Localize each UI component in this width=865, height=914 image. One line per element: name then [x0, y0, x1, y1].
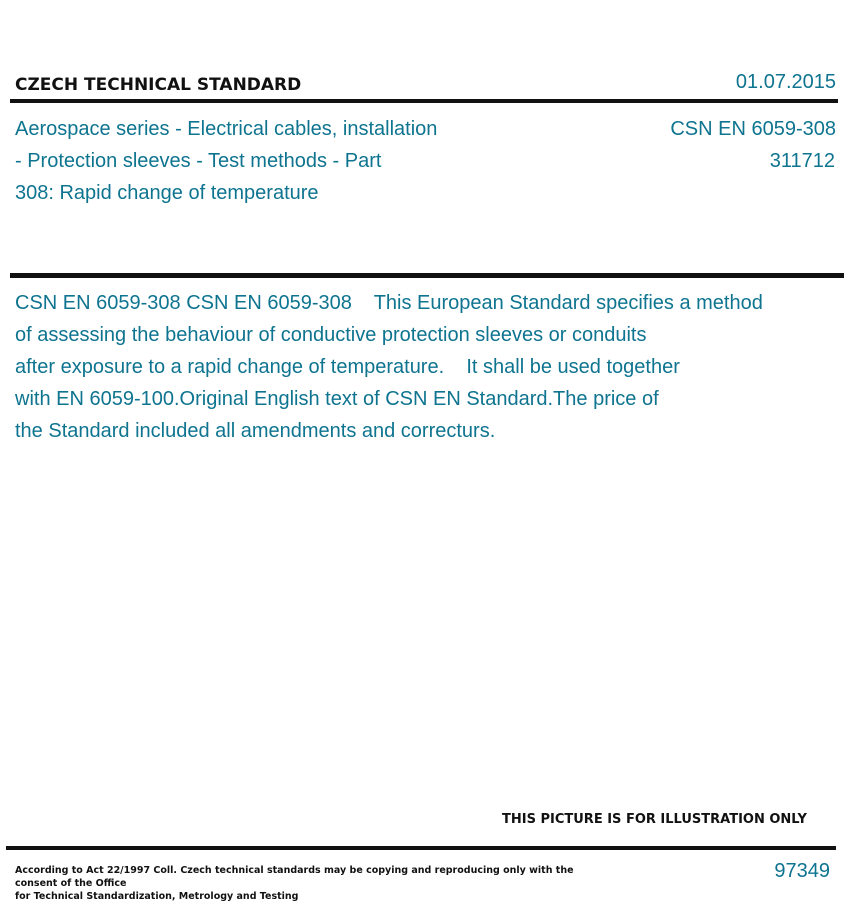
publication-date: 01.07.2015: [735, 71, 836, 93]
legal-notice-line: According to Act 22/1997 Coll. Czech technical standards may be copying and reproducing only with the consent of the Office: [15, 865, 574, 889]
illustration-note: THIS PICTURE IS FOR ILLUSTRATION ONLY: [502, 812, 807, 827]
abstract-line: of assessing the behaviour of conductive protection sleeves or conduits: [15, 324, 647, 346]
catalog-number: 97349: [774, 860, 830, 882]
standard-title-line: Aerospace series - Electrical cables, installation: [15, 118, 438, 140]
legal-notice: [15, 864, 595, 903]
standard-title: [15, 113, 485, 209]
abstract-line: CSN EN 6059-308 CSN EN 6059-308 This European Standard specifies a method: [15, 292, 763, 314]
standard-title-line: 308: Rapid change of temperature: [15, 182, 319, 204]
middle-divider: [10, 273, 844, 278]
abstract-text: [15, 287, 830, 447]
top-divider: [10, 99, 838, 103]
abstract-line: with EN 6059-100.Original English text of CSN EN Standard.The price of: [15, 388, 659, 410]
classification-number: 311712: [769, 150, 835, 172]
standard-code: CSN EN 6059-308: [670, 118, 836, 140]
bottom-divider: [6, 846, 836, 850]
document-type-label: CZECH TECHNICAL STANDARD: [15, 75, 302, 95]
standard-title-line: - Protection sleeves - Test methods - Part: [15, 150, 382, 172]
legal-notice-line: for Technical Standardization, Metrology and Testing: [15, 891, 299, 902]
abstract-line: after exposure to a rapid change of temperature. It shall be used together: [15, 356, 680, 378]
abstract-line: the Standard included all amendments and correcturs.: [15, 420, 496, 442]
